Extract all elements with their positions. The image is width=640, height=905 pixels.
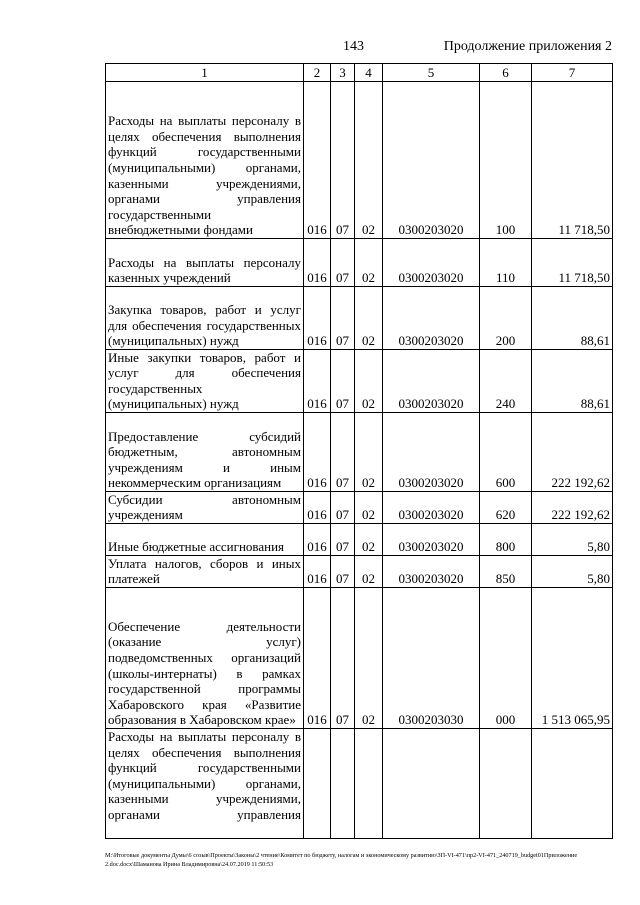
expense-name: Закупка товаров, работ и услуг для обеспечения государственных (муниципальных) нужд [106,287,304,350]
subsection-code [355,729,383,839]
table-row [106,492,613,524]
section-code: 07 [331,524,355,556]
section-code: 07 [331,492,355,524]
amount [532,729,613,839]
page-number: 143 [343,39,364,54]
ministry-code: 016 [304,239,331,287]
expense-name: Иные закупки товаров, работ и услуг для обеспечения государственных (муниципальных) нужд [106,350,304,413]
expense-name: Уплата налогов, сборов и иных платежей [106,556,304,588]
expense-name: Предоставление субсидий бюджетным, автономным учреждениям и иным некоммерческим организациям [106,413,304,492]
expense-type-code: 000 [480,588,532,729]
column-header: 5 [383,64,480,82]
section-code: 07 [331,413,355,492]
file-path-footer: M:\Итоговые документы Думы\6 созыв\Проекты\Законы\2 чтение\Комитет по бюджету, налогам и экономическому развитию\ЗП-VI-471\пр2-VI-471_240719_budget01Приложение 2.doc.docx\Шаманова Ирина Владимировна\24.07.2019 11:50:53 [105,852,578,868]
section-code: 07 [331,287,355,350]
amount: 222 192,62 [532,492,613,524]
section-code [331,729,355,839]
expense-type-code: 100 [480,82,532,239]
subsection-code: 02 [355,350,383,413]
subsection-code: 02 [355,588,383,729]
table-row [106,413,613,492]
table-row [106,239,613,287]
column-header: 7 [532,64,613,82]
expense-type-code: 800 [480,524,532,556]
section-code: 07 [331,239,355,287]
table-row [106,588,613,729]
ministry-code: 016 [304,287,331,350]
expense-type-code: 850 [480,556,532,588]
column-header: 6 [480,64,532,82]
target-code: 0300203020 [383,287,480,350]
amount: 5,80 [532,524,613,556]
column-header: 4 [355,64,383,82]
ministry-code: 016 [304,413,331,492]
table-row [106,524,613,556]
ministry-code: 016 [304,588,331,729]
subsection-code: 02 [355,287,383,350]
expense-type-code: 620 [480,492,532,524]
amount: 222 192,62 [532,413,613,492]
expense-type-code: 110 [480,239,532,287]
expense-type-code [480,729,532,839]
expense-name: Расходы на выплаты персоналу в целях обеспечения выполнения функций государственными (муниципальными) органами, казенными учреждениями, органами управления государственными внебюджетными фондами [106,82,304,239]
section-code: 07 [331,588,355,729]
expense-type-code: 200 [480,287,532,350]
column-header: 3 [331,64,355,82]
target-code: 0300203030 [383,588,480,729]
target-code: 0300203020 [383,350,480,413]
ministry-code: 016 [304,82,331,239]
target-code: 0300203020 [383,492,480,524]
expense-type-code: 240 [480,350,532,413]
table-row [106,82,613,239]
section-code: 07 [331,82,355,239]
target-code: 0300203020 [383,556,480,588]
section-code: 07 [331,556,355,588]
target-code: 0300203020 [383,413,480,492]
subsection-code: 02 [355,524,383,556]
expense-name: Расходы на выплаты персоналу казенных учреждений [106,239,304,287]
expense-name: Обеспечение деятельности (оказание услуг) подведомственных организаций (школы-интернаты) в рамках государственной программы Хабаровского края «Развитие образования в Хабаровском крае» [106,588,304,729]
column-header: 1 [106,64,304,82]
table-header-row [106,64,613,82]
subsection-code: 02 [355,413,383,492]
subsection-code: 02 [355,82,383,239]
section-code: 07 [331,350,355,413]
budget-table [105,63,613,839]
expense-name: Расходы на выплаты персоналу в целях обеспечения выполнения функций государственными (муниципальными) органами, казенными учреждениями, органами управления [106,729,304,839]
ministry-code [304,729,331,839]
target-code: 0300203020 [383,82,480,239]
target-code: 0300203020 [383,524,480,556]
amount: 1 513 065,95 [532,588,613,729]
column-header: 2 [304,64,331,82]
continuation-label: Продолжение приложения 2 [443,39,612,54]
amount: 88,61 [532,350,613,413]
expense-name: Иные бюджетные ассигнования [106,524,304,556]
table-row [106,556,613,588]
table-row [106,729,613,839]
expense-type-code: 600 [480,413,532,492]
amount: 5,80 [532,556,613,588]
amount: 11 718,50 [532,239,613,287]
expense-name: Субсидии автономным учреждениям [106,492,304,524]
target-code [383,729,480,839]
subsection-code: 02 [355,556,383,588]
ministry-code: 016 [304,492,331,524]
ministry-code: 016 [304,350,331,413]
ministry-code: 016 [304,556,331,588]
subsection-code: 02 [355,492,383,524]
amount: 11 718,50 [532,82,613,239]
subsection-code: 02 [355,239,383,287]
ministry-code: 016 [304,524,331,556]
table-row [106,350,613,413]
amount: 88,61 [532,287,613,350]
table-row [106,287,613,350]
target-code: 0300203020 [383,239,480,287]
